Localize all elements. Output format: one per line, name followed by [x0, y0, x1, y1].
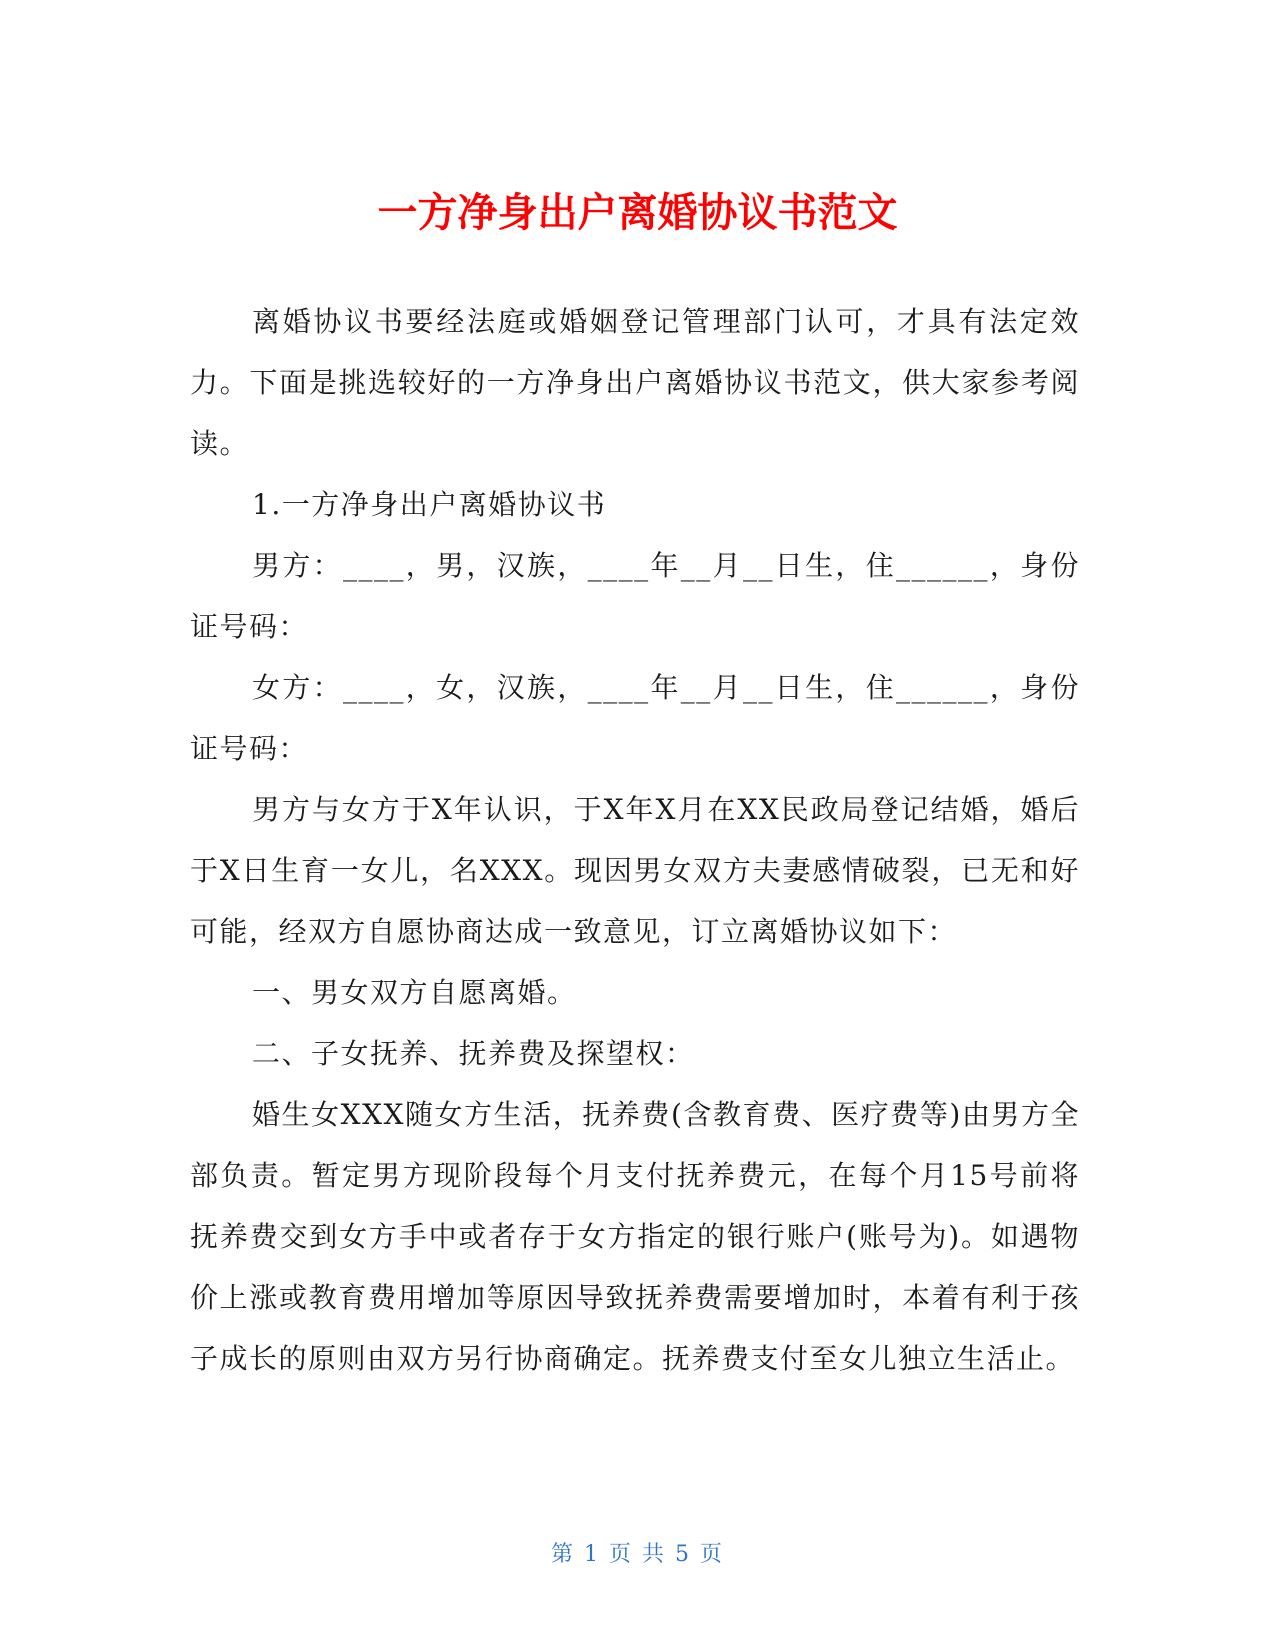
intro-paragraph: 离婚协议书要经法庭或婚姻登记管理部门认可，才具有法定效力。下面是挑选较好的一方净身出户离婚协议书范文，供大家参考阅读。 — [190, 305, 1080, 460]
husband-info-paragraph: 男方：____，男，汉族，____年__月__日生，住______，身份证号码： — [190, 549, 1080, 643]
clause-one: 一、男女双方自愿离婚。 — [252, 976, 577, 1009]
wife-info-paragraph: 女方：____，女，汉族，____年__月__日生，住______，身份证号码： — [190, 671, 1080, 765]
child-support-paragraph: 婚生女XXX随女方生活，抚养费(含教育费、医疗费等)由男方全部负责。暂定男方现阶段每个月支付抚养费元，在每个月15号前将抚养费交到女方手中或者存于女方指定的银行账户(账号为)。如遇物价上涨或教育费用增加等原因导致抚养费需要增加时，本着有利于孩子成长的原则由双方另行协商确定。抚养费支付至女儿独立生活止。 — [190, 1098, 1080, 1375]
marriage-background-paragraph: 男方与女方于X年认识，于X年X月在XX民政局登记结婚，婚后于X日生育一女儿，名XXX。现因男女双方夫妻感情破裂，已无和好可能，经双方自愿协商达成一致意见，订立离婚协议如下： — [190, 793, 1080, 948]
document-body — [190, 291, 1080, 1389]
page-footer: 第 1 页 共 5 页 — [551, 1542, 724, 1567]
document-title: 一方净身出户离婚协议书范文 — [377, 189, 898, 236]
clause-two: 二、子女抚养、抚养费及探望权： — [252, 1037, 695, 1070]
section-heading: 1.一方净身出户离婚协议书 — [252, 488, 607, 521]
